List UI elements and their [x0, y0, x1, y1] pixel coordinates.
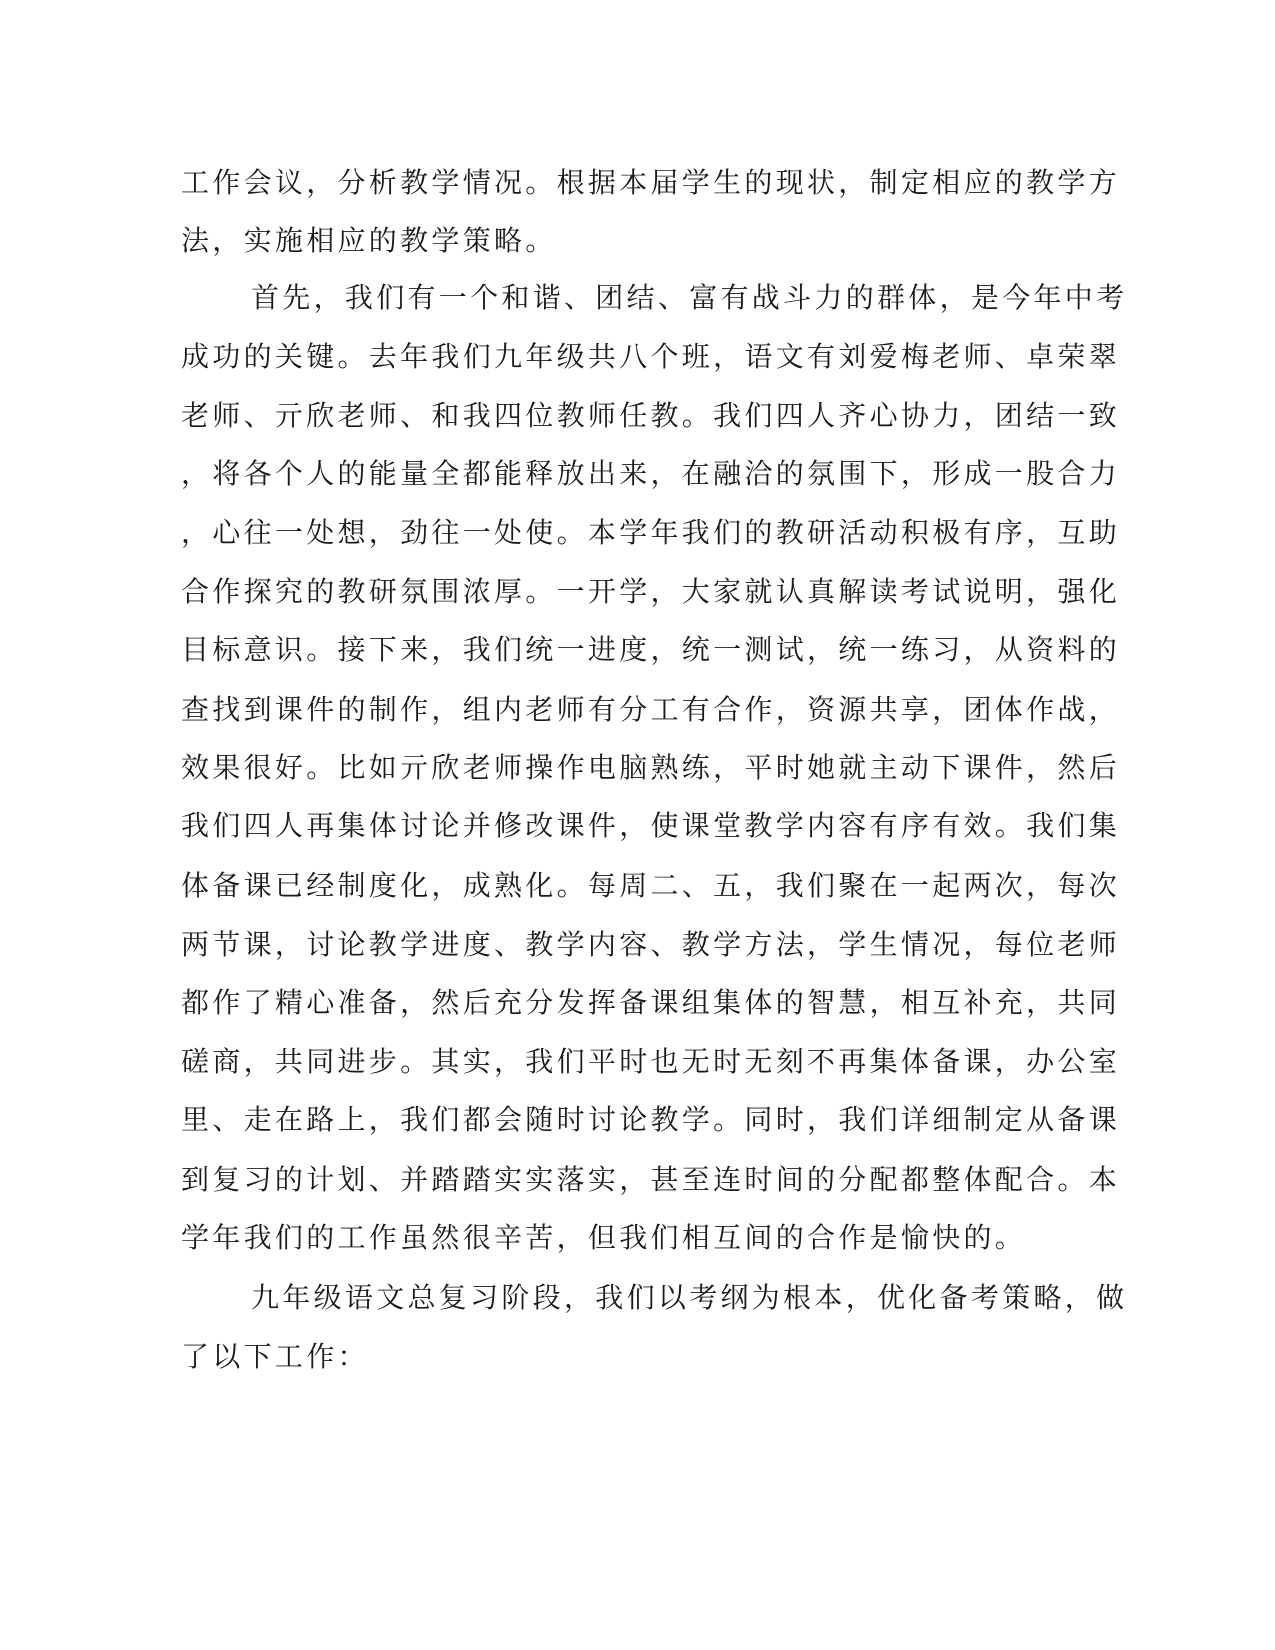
text-line: 磋商，共同进步。其实，我们平时也无时无刻不再集体备课，办公室 [181, 1045, 1121, 1078]
text-line: ，心往一处想，劲往一处使。本学年我们的教研活动积极有序，互助 [181, 516, 1121, 549]
text-line: 效果很好。比如亓欣老师操作电脑熟练，平时她就主动下课件，然后 [181, 751, 1121, 784]
text-line: 工作会议，分析教学情况。根据本届学生的现状，制定相应的教学方 [181, 166, 1121, 199]
text-line: 到复习的计划、并踏踏实实落实，甚至连时间的分配都整体配合。本 [181, 1163, 1121, 1196]
text-line: 里、走在路上，我们都会随时讨论教学。同时，我们详细制定从备课 [181, 1103, 1121, 1136]
text-line: 合作探究的教研氛围浓厚。一开学，大家就认真解读考试说明，强化 [181, 575, 1121, 608]
text-line: 我们四人再集体讨论并修改课件，使课堂教学内容有序有效。我们集 [181, 809, 1121, 842]
text-line: 法，实施相应的教学策略。 [181, 224, 557, 257]
paragraph-first-line: 九年级语文总复习阶段，我们以考纲为根本，优化备考策略，做 [251, 1281, 1128, 1314]
text-line: 了以下工作： [181, 1340, 369, 1373]
text-line: 目标意识。接下来，我们统一进度，统一测试，统一练习，从资料的 [181, 633, 1121, 666]
paragraph-first-line: 首先，我们有一个和谐、团结、富有战斗力的群体，是今年中考 [251, 281, 1128, 314]
text-line: 两节课，讨论教学进度、教学内容、教学方法，学生情况，每位老师 [181, 928, 1121, 961]
text-line: ，将各个人的能量全都能释放出来，在融洽的氛围下，形成一股合力 [181, 457, 1121, 490]
text-line: 老师、亓欣老师、和我四位教师任教。我们四人齐心协力，团结一致 [181, 399, 1121, 432]
text-line: 查找到课件的制作，组内老师有分工有合作，资源共享，团体作战， [181, 693, 1121, 726]
text-line: 都作了精心准备，然后充分发挥备课组集体的智慧，相互补充，共同 [181, 986, 1121, 1019]
text-line: 学年我们的工作虽然很辛苦，但我们相互间的合作是愉快的。 [181, 1221, 1027, 1254]
text-line: 体备课已经制度化，成熟化。每周二、五，我们聚在一起两次，每次 [181, 869, 1121, 902]
text-line: 成功的关键。去年我们九年级共八个班，语文有刘爱梅老师、卓荣翠 [181, 340, 1121, 373]
